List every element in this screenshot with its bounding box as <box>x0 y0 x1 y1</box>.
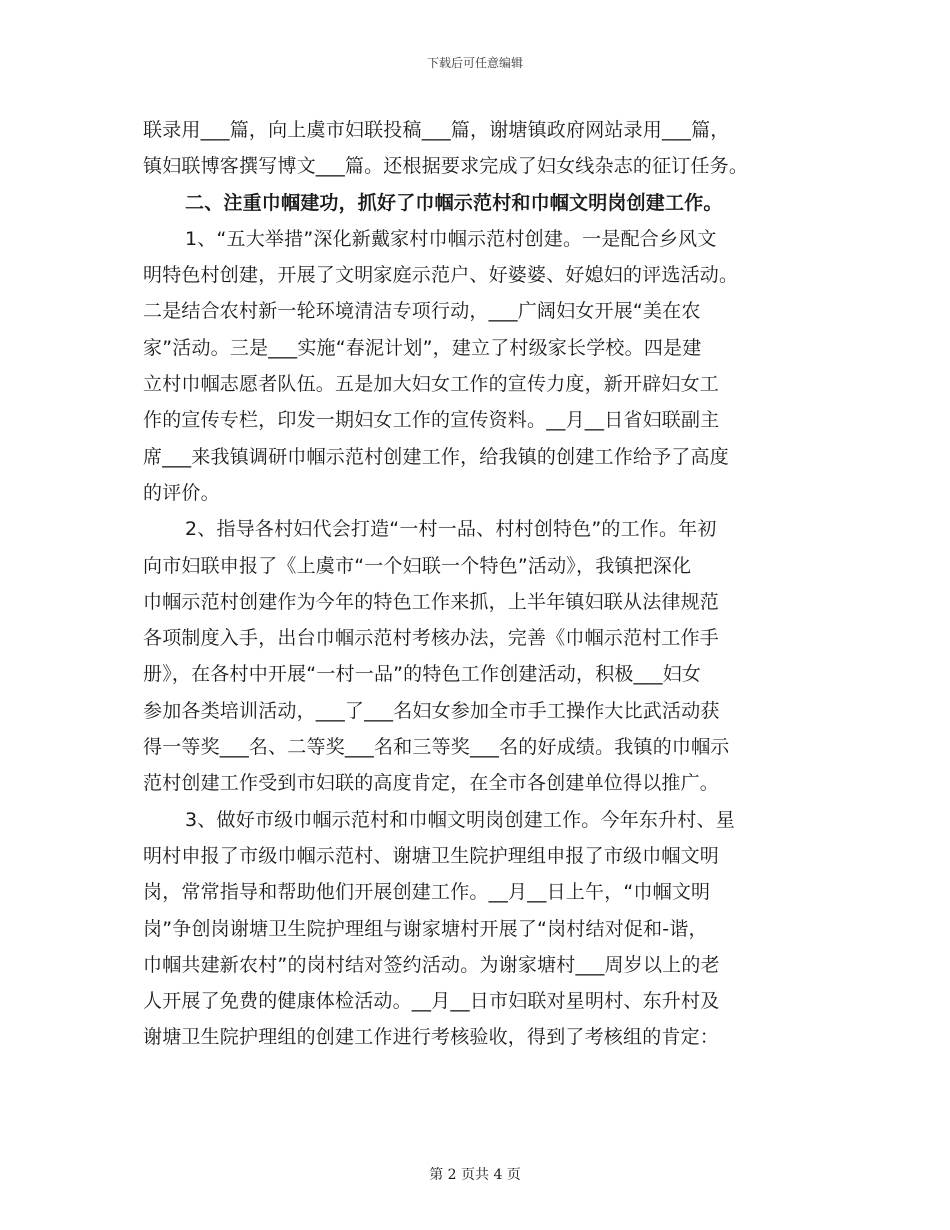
text-line: 3、做好市级巾帼示范村和巾帼文明岗创建工作。今年东升村、星 <box>185 808 735 831</box>
text-line: 参加各类培训活动，___了___名妇女参加全市手工操作大比武活动获 <box>143 699 720 722</box>
text-line: 1、“五大举措”深化新戴家村巾帼示范村创建。一是配合乡风文 <box>185 227 717 250</box>
text-line: 册》，在各村中开展“一村一品”的特色工作创建活动，积极___妇女 <box>143 663 702 686</box>
text-line: 家”活动。三是___实施“春泥计划”，建立了村级家长学校。四是建 <box>143 336 702 359</box>
text-line: 明村申报了市级巾帼示范村、谢塘卫生院护理组申报了市级巾帼文明 <box>143 844 720 867</box>
text-line: 2、指导各村妇代会打造“一村一品、村村创特色”的工作。年初 <box>185 518 717 541</box>
document-body <box>143 112 813 1056</box>
text-line: 作的宣传专栏，印发一期妇女工作的宣传资料。__月__日省妇联副主 <box>143 409 720 432</box>
text-line: 联录用___篇，向上虞市妇联投稿___篇，谢塘镇政府网站录用___篇， <box>143 119 730 141</box>
section-heading: 二、注重巾帼建功，抓好了巾帼示范村和巾帼文明岗创建工作。 <box>185 191 723 214</box>
text-line: 明特色村创建，开展了文明家庭示范户、好婆婆、好媳妇的评选活动。 <box>143 264 739 287</box>
text-line: 二是结合农村新一轮环境清洁专项行动，___广阔妇女开展“美在农 <box>143 300 701 323</box>
text-line: 向市妇联申报了《上虞市“一个妇联一个特色”活动》，我镇把深化 <box>143 554 692 577</box>
text-line: 的评价。 <box>143 481 220 504</box>
text-line: 人开展了免费的健康体检活动。__月__日市妇联对星明村、东升村及 <box>143 990 720 1013</box>
page-header: 下载后可任意编辑 <box>426 56 523 70</box>
text-line: 巾帼共建新农村”的岗村结对签约活动。为谢家塘村___周岁以上的老 <box>143 953 720 976</box>
text-line: 岗”争创岗谢塘卫生院护理组与谢家塘村开展了“岗村结对促和-谐， <box>143 917 708 940</box>
text-line: 岗，常常指导和帮助他们开展创建工作。__月__日上午，“巾帼文明 <box>143 881 711 904</box>
text-line: 镇妇联博客撰写博文___篇。还根据要求完成了妇女线杂志的征订任务。 <box>143 155 749 178</box>
page-footer: 第 2 页共 4 页 <box>429 1167 521 1183</box>
text-line: 巾帼示范村创建作为今年的特色工作来抓，上半年镇妇联从法律规范 <box>143 590 720 613</box>
text-line: 各项制度入手，出台巾帼示范村考核办法，完善《巾帼示范村工作手 <box>143 627 720 650</box>
text-line: 谢塘卫生院护理组的创建工作进行考核验收，得到了考核组的肯定： <box>143 1026 720 1049</box>
text-line: 立村巾帼志愿者队伍。五是加大妇女工作的宣传力度，新开辟妇女工 <box>143 373 720 396</box>
text-line: 范村创建工作受到市妇联的高度肯定，在全市各创建单位得以推广。 <box>143 772 720 795</box>
text-line: 得一等奖___名、二等奖___名和三等奖___名的好成绩。我镇的巾帼示 <box>143 736 730 759</box>
text-line: 席___来我镇调研巾帼示范村创建工作，给我镇的创建工作给予了高度 <box>143 445 729 468</box>
